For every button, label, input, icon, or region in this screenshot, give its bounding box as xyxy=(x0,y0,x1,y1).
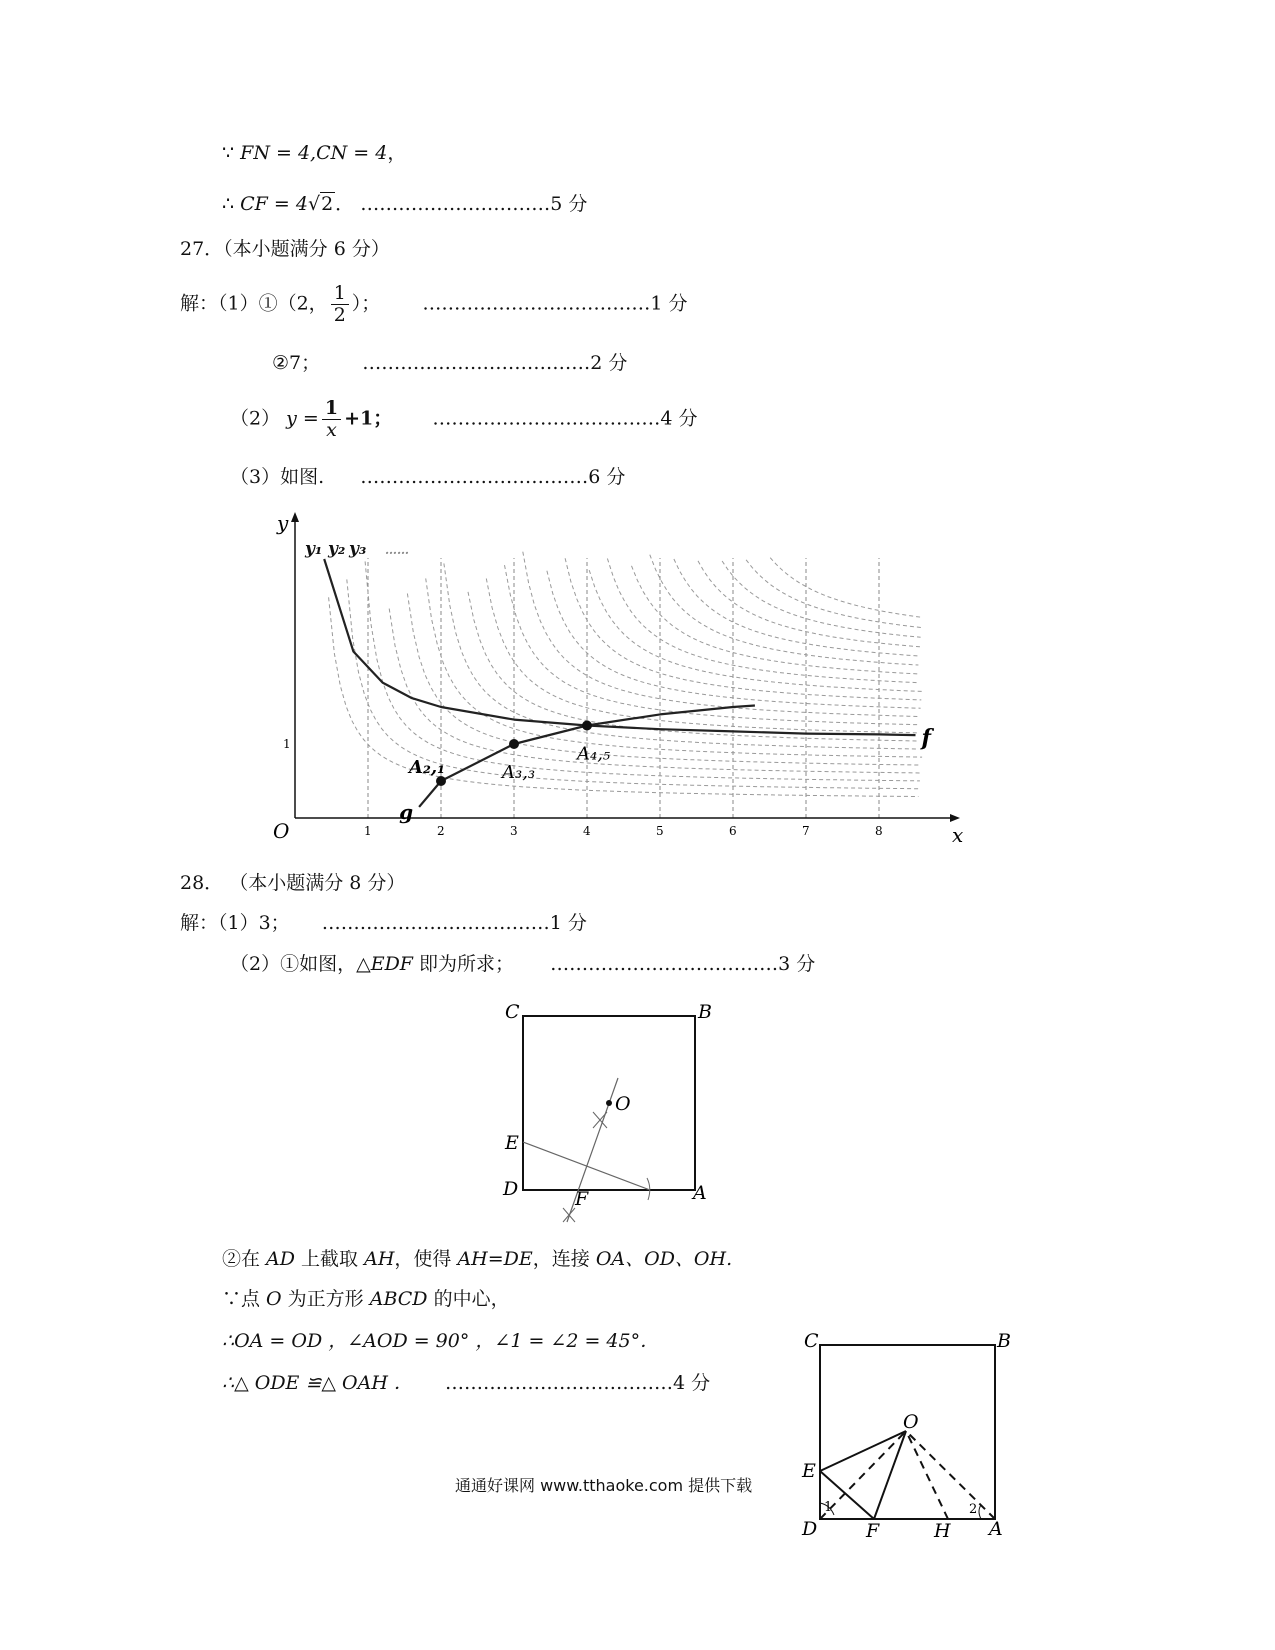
point-2 xyxy=(509,739,519,749)
label-angle-2: 2 xyxy=(969,1502,978,1517)
label-a: A xyxy=(693,1182,707,1204)
expr-fn-cn: FN = 4,CN = 4 xyxy=(240,142,388,164)
dots: ……………………………… xyxy=(360,466,589,488)
q27-p1-label: 解：（1）①（2， xyxy=(180,292,328,315)
q28-p2-label: （2）①如图，△ xyxy=(230,953,371,975)
dots: ……………………………… xyxy=(422,292,651,315)
text: ∵点 xyxy=(222,1288,267,1310)
math: AH xyxy=(364,1248,395,1270)
line-because xyxy=(222,142,406,165)
dashed-curve-7 xyxy=(444,563,917,749)
x-tick-label-2: 2 xyxy=(437,824,445,838)
q27-part2 xyxy=(230,398,697,441)
q28-part1 xyxy=(180,912,587,935)
dashed-curve-22 xyxy=(770,558,922,618)
q27-chart xyxy=(260,508,980,848)
segment-od xyxy=(820,1431,906,1519)
therefore-symbol: ∴ xyxy=(222,193,235,215)
axes xyxy=(291,512,960,822)
q28-p1-label: 解：（1）3； xyxy=(180,912,290,934)
label-c: C xyxy=(505,1001,520,1023)
dashed-curve-family xyxy=(329,552,923,818)
q27-p3-label: （2） xyxy=(230,407,281,430)
x-tick-label-5: 5 xyxy=(656,824,664,838)
q27-p2-label: ②7； xyxy=(272,352,321,374)
q27-part3 xyxy=(230,466,625,489)
series-label-g: g xyxy=(399,799,414,824)
q28-figure-1 xyxy=(495,1000,735,1230)
legend-label-1: y₁ xyxy=(305,539,323,559)
q28-part2 xyxy=(230,953,815,976)
dots: ……………………………… xyxy=(362,352,591,374)
q27-heading: 27．（本小题满分 6 分） xyxy=(180,238,390,260)
dashed-curve-16 xyxy=(632,566,918,674)
footer-text: 通通好课网 www.tthaoke.com 提供下载 xyxy=(455,1476,753,1495)
y-tick-label-1: 1 xyxy=(283,737,291,751)
point-label-3: A₄,₅ xyxy=(577,743,611,765)
line-therefore-cf: ∴ CF = 4√2 ． …………………………5 分 xyxy=(222,193,588,215)
expr-end: ． xyxy=(335,193,355,215)
q28-figure-2 xyxy=(800,1325,1030,1550)
label-o: O xyxy=(903,1411,919,1433)
point-label-2: A₃,₃ xyxy=(502,762,536,783)
text: 上截取 xyxy=(295,1248,365,1270)
frac-num: 1 xyxy=(331,283,349,305)
dashed-curve-18 xyxy=(674,559,919,656)
text: ，连接 xyxy=(532,1248,596,1270)
q27-p3-rhs: +1； xyxy=(344,407,393,430)
x-axis-arrow xyxy=(950,814,960,822)
dots: ……………………………… xyxy=(550,953,779,975)
x-tick-label-8: 8 xyxy=(875,824,883,838)
frac-den: x xyxy=(326,418,337,441)
q28-step4: ∴OA = OD ，∠AOD = 90° ，∠1 = ∠2 = 45°． xyxy=(222,1330,660,1352)
q27-p3-fraction xyxy=(322,398,341,441)
q27-p1-tail: ）； xyxy=(351,292,381,315)
q28-step2 xyxy=(222,1248,732,1271)
point-label-1: A₂,₁ xyxy=(409,757,445,778)
math: O xyxy=(266,1288,282,1310)
math: ∴△ ODE ≌△ OAH ． xyxy=(222,1372,413,1394)
dashed-curve-8 xyxy=(468,592,918,741)
q28-step3 xyxy=(222,1288,510,1311)
dashed-curve-4 xyxy=(389,609,920,773)
score: 3 分 xyxy=(778,953,816,975)
label-b: B xyxy=(997,1330,1011,1352)
segment-oh xyxy=(906,1431,948,1519)
q28-p2-triangle: EDF xyxy=(370,953,413,975)
q28-step5 xyxy=(222,1372,710,1395)
y-axis-arrow xyxy=(291,512,299,522)
segment-oa xyxy=(906,1431,995,1519)
y-axis-label: y xyxy=(277,511,289,535)
q28-p2-tail: 即为所求； xyxy=(413,953,515,975)
score: 2 分 xyxy=(590,352,628,374)
legend-label-4: …… xyxy=(385,543,409,557)
origin-label: O xyxy=(273,819,290,843)
point-3 xyxy=(582,721,592,731)
label-angle-1: 1 xyxy=(824,1500,833,1515)
dots: ……………………………… xyxy=(321,912,550,934)
label-a: A xyxy=(989,1518,1003,1540)
frac-num: 1 xyxy=(322,398,341,420)
dashed-curve-14 xyxy=(589,570,922,691)
q27-p1-fraction xyxy=(331,283,349,326)
x-tick-label-6: 6 xyxy=(729,824,737,838)
construction-arc-mark xyxy=(563,1208,575,1222)
dashed-curve-20 xyxy=(722,561,921,637)
x-tick-label-1: 1 xyxy=(364,824,372,838)
label-f: F xyxy=(575,1188,589,1210)
chart-labels xyxy=(273,511,963,847)
text: 为正方形 xyxy=(281,1288,370,1310)
label-h: H xyxy=(934,1520,951,1542)
text: ②在 xyxy=(222,1248,267,1270)
text: 的中心， xyxy=(427,1288,510,1310)
sqrt-arg: 2 xyxy=(321,193,334,215)
angle-2-arc xyxy=(979,1505,981,1519)
dots: ……………………………… xyxy=(432,407,661,430)
score: 4 分 xyxy=(660,407,698,430)
q27-p3-lhs: y = xyxy=(286,407,319,430)
label-d: D xyxy=(802,1518,818,1540)
q27-part1-2 xyxy=(272,352,627,375)
legend-label-2: y₂ xyxy=(328,539,346,559)
q27-p4-label: （3）如图. xyxy=(230,466,325,488)
x-tick-label-4: 4 xyxy=(583,824,591,838)
label-e: E xyxy=(802,1460,816,1482)
math: OA、OD、OH. xyxy=(595,1248,733,1270)
expr-cf: CF = 4 xyxy=(240,193,308,215)
label-o: O xyxy=(615,1093,631,1115)
label-d: D xyxy=(503,1178,519,1200)
construction-arc-mark xyxy=(593,1112,607,1128)
math: AH=DE xyxy=(457,1248,533,1270)
expr-tail: ， xyxy=(387,142,407,164)
score: 6 分 xyxy=(588,466,626,488)
score: 1 分 xyxy=(549,912,587,934)
label-f: F xyxy=(866,1520,880,1542)
score: 4 分 xyxy=(673,1372,711,1394)
series-label-f: f xyxy=(921,725,931,752)
math: AD xyxy=(266,1248,296,1270)
label-b: B xyxy=(698,1001,712,1023)
q28-heading: 28． （本小题满分 8 分） xyxy=(180,872,406,894)
legend-label-3: y₃ xyxy=(349,539,367,559)
label-c: C xyxy=(804,1330,819,1352)
label-e: E xyxy=(505,1132,519,1154)
dots: ………………………… xyxy=(360,193,551,215)
score: 1 分 xyxy=(650,292,688,315)
x-tick-label-3: 3 xyxy=(510,824,518,838)
point-o xyxy=(606,1100,612,1106)
because-symbol: ∵ xyxy=(222,142,235,164)
text: ，使得 xyxy=(394,1248,458,1270)
math: ABCD xyxy=(369,1288,428,1310)
frac-den: 2 xyxy=(333,303,346,326)
dots: ……………………………… xyxy=(445,1372,674,1394)
q27-part1 xyxy=(180,283,688,326)
score: 5 分 xyxy=(550,193,588,215)
x-tick-label-7: 7 xyxy=(802,824,810,838)
x-axis-label: x xyxy=(952,823,964,847)
dashed-curve-21 xyxy=(746,560,921,628)
